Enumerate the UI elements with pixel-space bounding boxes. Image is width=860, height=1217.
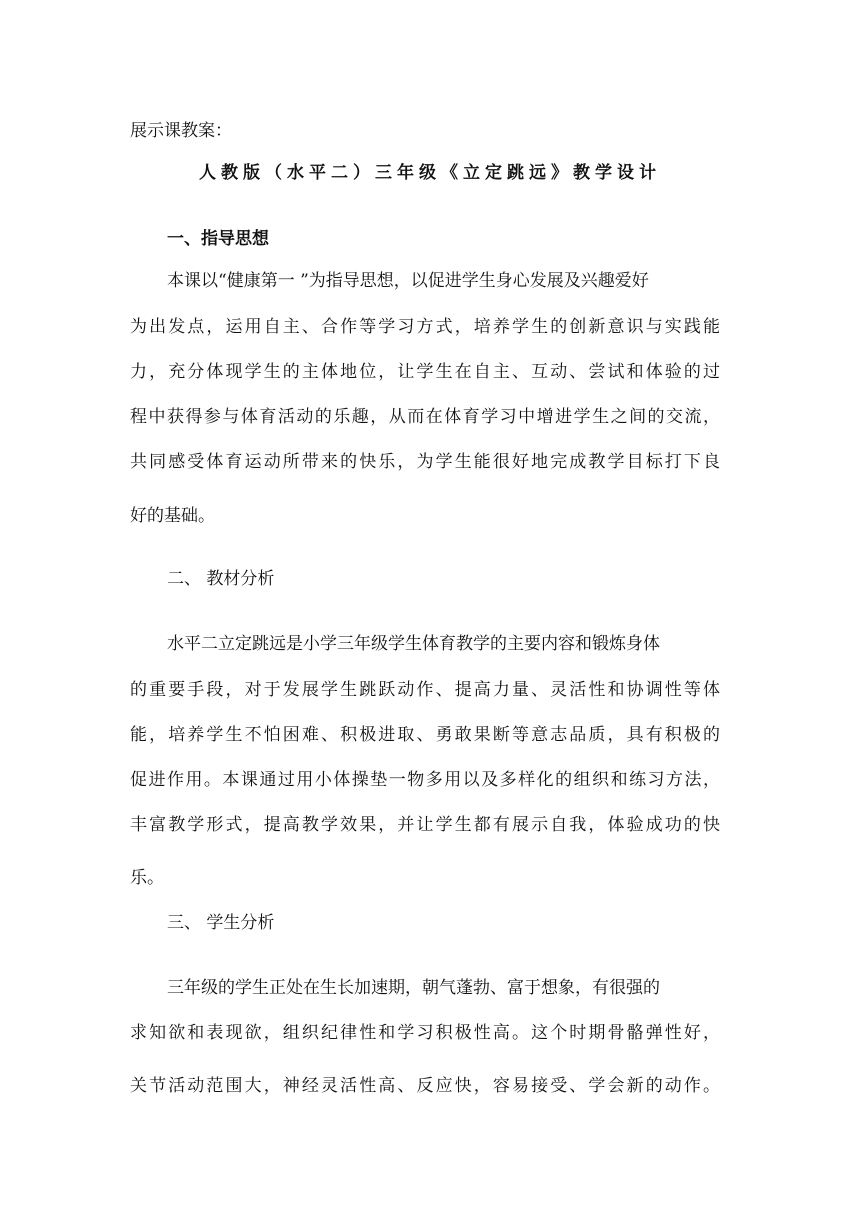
section-heading-student-analysis: 三、 学生分析 (167, 913, 275, 933)
paragraph-line: 水平二立定跳远是小学三年级学生体育教学的主要内容和锻炼身体 (167, 634, 660, 654)
paragraph-line: 关节活动范围大，神经灵活性高、反应快，容易接受、学会新的动作。 (130, 1076, 720, 1096)
section-heading-guiding-ideology: 一、指导思想 (167, 229, 269, 249)
paragraph-line: 本课以“健康第一 ”为指导思想，以促进学生身心发展及兴趣爱好 (167, 271, 649, 291)
paragraph-line: 促进作用。本课通过用小体操垫一物多用以及多样化的组织和练习方法， (130, 770, 720, 790)
paragraph-line: 丰富教学形式，提高教学效果，并让学生都有展示自我，体验成功的快 (130, 815, 720, 835)
paragraph-line: 程中获得参与体育活动的乐趣，从而在体育学习中增进学生之间的交流， (130, 407, 720, 427)
paragraph-line: 能，培养学生不怕困难、积极进取、勇敢果断等意志品质，具有积极的 (130, 725, 720, 745)
paragraph-line: 三年级的学生正处在生长加速期，朝气蓬勃、富于想象，有很强的 (167, 978, 660, 998)
document-title: 人教版（水平二）三年级《立定跳远》教学设计 (199, 163, 661, 183)
paragraph-line: 求知欲和表现欲，组织纪律性和学习积极性高。这个时期骨骼弹性好， (130, 1023, 720, 1043)
paragraph-line: 力，充分体现学生的主体地位，让学生在自主、互动、尝试和体验的过 (130, 362, 720, 382)
document-label: 展示课教案： (130, 121, 232, 141)
paragraph-line: 为出发点，运用自主、合作等学习方式，培养学生的创新意识与实践能 (130, 317, 720, 337)
paragraph-line: 共同感受体育运动所带来的快乐，为学生能很好地完成教学目标打下良 (130, 452, 720, 472)
paragraph-line: 的重要手段，对于发展学生跳跃动作、提高力量、灵活性和协调性等体 (130, 680, 720, 700)
section-heading-material-analysis: 二、 教材分析 (167, 569, 275, 589)
paragraph-line: 好的基础。 (130, 506, 215, 526)
paragraph-line: 乐。 (130, 868, 164, 888)
